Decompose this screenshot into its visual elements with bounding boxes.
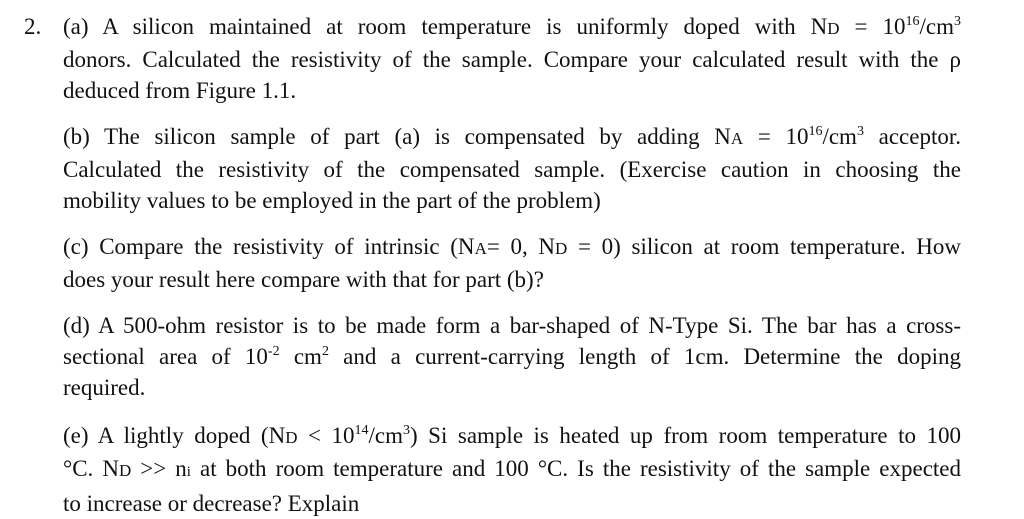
part-e xyxy=(63,420,961,519)
part-d-line-2: sectional area of $10^{-2}$ $cm^2$ and a current-carrying length of 1cm. Determine the doping xyxy=(63,344,961,369)
part-c-line-2: does your result here compare with that for part (b)? xyxy=(63,267,544,292)
part-d-line-1: (d) A 500-ohm resistor is to be made form a bar-shaped of N-Type Si. The bar has a cross- xyxy=(63,313,961,338)
part-b-line-2: Calculated the resistivity of the compensated sample. (Exercise caution in choosing the xyxy=(63,157,961,182)
question-number: 2. xyxy=(24,14,42,39)
part-d xyxy=(63,310,961,403)
part-b-line-3: mobility values to be employed in the part of the problem) xyxy=(63,188,601,213)
part-a-line-1: (a) A silicon maintained at room temperature is uniformly doped with ND = $10^{16}/cm^3$ xyxy=(63,14,961,39)
part-e-line-2: °C. ND >> ni at both room temperature and 100 °C. Is the resistivity of the sample expected xyxy=(63,456,961,481)
part-a-line-2: donors. Calculated the resistivity of the sample. Compare your calculated result with the ρ xyxy=(63,47,961,72)
part-a xyxy=(63,11,961,106)
part-e-line-1: (e) A lightly doped $(ND < 10^{14}/cm^3)$ Si sample is heated up from room temperature to 100 xyxy=(63,423,961,448)
part-a-line-3: deduced from Figure 1.1. xyxy=(63,78,297,103)
part-b xyxy=(63,121,961,216)
part-b-line-1: (b) The silicon sample of part (a) is compensated by adding NA = $10^{16}/cm^3$ acceptor. xyxy=(63,124,961,149)
part-c xyxy=(63,231,961,295)
part-c-line-1: (c) Compare the resistivity of intrinsic (NA= 0, ND = 0) silicon at room temperature. How xyxy=(63,234,961,259)
part-e-line-3: to increase or decrease? Explain xyxy=(63,491,360,516)
part-d-line-3: required. xyxy=(63,375,146,400)
